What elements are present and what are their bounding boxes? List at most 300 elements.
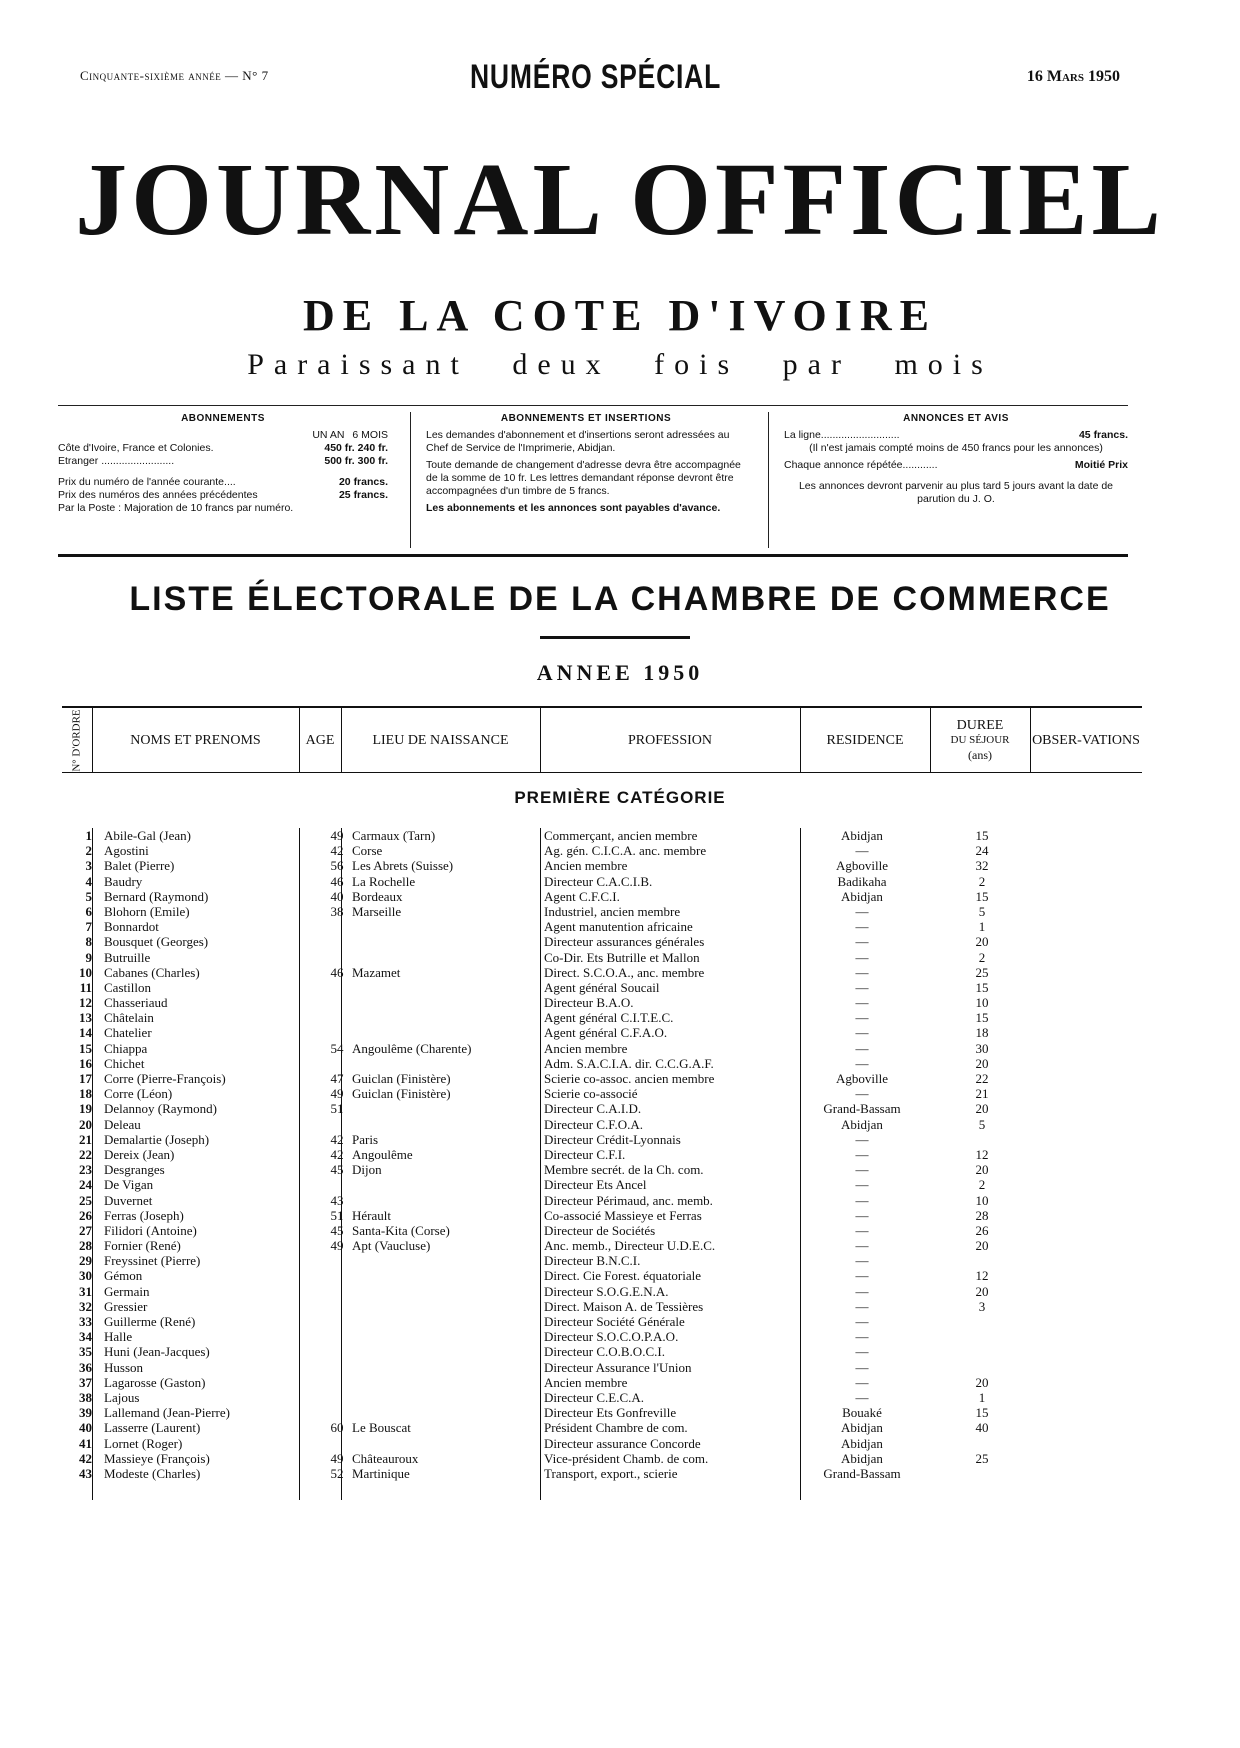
cell-n: 16: [79, 1055, 92, 1071]
cell-res: —: [855, 1374, 869, 1390]
cell-n: 35: [79, 1344, 92, 1360]
cell-prof: Vice-président Chamb. de com.: [544, 1450, 709, 1466]
cell-prof: Agent général C.I.T.E.C.: [544, 1010, 674, 1026]
cell-prof: Directeur Crédit-Lyonnais: [544, 1131, 681, 1147]
cell-dur: 20: [975, 1055, 989, 1071]
list-title: LISTE ÉLECTORALE DE LA CHAMBRE DE COMMERCE: [129, 580, 1111, 618]
cell-name: De Vigan: [104, 1177, 154, 1193]
cell-name: Modeste (Charles): [104, 1465, 201, 1481]
table-row: [62, 950, 1142, 965]
cell-dur: 20: [975, 1162, 989, 1178]
cell-res: —: [855, 1283, 869, 1299]
cell-n: 5: [85, 888, 92, 904]
top-line: [80, 58, 1120, 98]
cell-dur: 18: [975, 1025, 989, 1041]
cell-name: Corre (Léon): [104, 1086, 173, 1102]
cell-name: Deleau: [104, 1116, 141, 1132]
cell-prof: Directeur B.A.O.: [544, 995, 634, 1011]
repete-value: Moitié Prix: [1074, 459, 1128, 471]
cell-n: 18: [79, 1086, 92, 1102]
cell-n: 3: [85, 858, 92, 874]
cell-n: 39: [79, 1405, 92, 1421]
cell-age: 49: [330, 1450, 344, 1466]
cell-dur: 22: [975, 1071, 989, 1086]
table-header: [62, 706, 1142, 773]
cell-res: Agboville: [836, 858, 888, 874]
cell-prof: Ag. gén. C.I.C.A. anc. membre: [544, 843, 707, 859]
insertions-text-3: Les abonnements et les annonces sont payables d'avance.: [426, 502, 721, 514]
table-row: [62, 1193, 1142, 1208]
cell-res: —: [855, 1146, 869, 1162]
cell-dur: 12: [975, 1146, 989, 1162]
cell-name: Bonnardot: [104, 919, 159, 935]
cell-name: Lajous: [104, 1389, 140, 1405]
cell-prof: Ancien membre: [544, 1040, 628, 1056]
table-row: [62, 1299, 1142, 1314]
annonces-column: [784, 412, 1128, 548]
insertions-column: [426, 412, 746, 548]
table-row: [62, 1375, 1142, 1390]
cell-prof: Transport, export., scierie: [544, 1465, 678, 1481]
tarif-mois: 240 fr.: [357, 442, 388, 454]
cell-name: Huni (Jean-Jacques): [104, 1344, 210, 1360]
cell-name: Blohorn (Emile): [104, 903, 190, 919]
cell-dur: 3: [978, 1298, 986, 1314]
cell-name: Gressier: [104, 1298, 148, 1314]
cell-res: —: [855, 1207, 869, 1223]
cell-res: —: [855, 964, 869, 980]
annonces-note: (Il n'est jamais compté moins de 450 francs pour les annonces): [809, 442, 1103, 454]
cell-res: —: [855, 1253, 869, 1269]
table-row: [62, 1451, 1142, 1466]
cell-n: 34: [79, 1329, 92, 1345]
cell-prof: Direct. Maison A. de Tessières: [544, 1298, 704, 1314]
cell-dur: 30: [975, 1040, 989, 1056]
cell-name: Freyssinet (Pierre): [104, 1253, 201, 1269]
table-row: [62, 934, 1142, 949]
cell-name: Fornier (René): [104, 1238, 181, 1254]
cell-name: Halle: [104, 1329, 133, 1345]
cell-prof: Directeur C.A.C.I.B.: [544, 873, 653, 889]
cell-name: Massieye (François): [104, 1450, 210, 1466]
edition-number: Cinquante-sixième année — N° 7: [80, 68, 269, 83]
cell-n: 43: [79, 1465, 92, 1481]
table-row: [62, 1329, 1142, 1344]
tarif-an: 450 fr.: [324, 442, 355, 454]
table-row: [62, 1147, 1142, 1162]
cell-prof: Agent C.F.C.I.: [544, 888, 620, 904]
cell-res: —: [855, 903, 869, 919]
cell-n: 32: [79, 1298, 92, 1314]
cell-dur: 5: [978, 903, 986, 919]
cell-res: Grand-Bassam: [823, 1465, 901, 1481]
cell-res: —: [855, 995, 869, 1011]
journal-title: JOURNAL OFFICIEL: [75, 142, 1165, 257]
cell-prof: Scierie co-associé: [544, 1086, 638, 1102]
un-an-header: UN AN: [312, 429, 345, 441]
cell-name: Husson: [104, 1359, 144, 1375]
cell-lieu: Châteauroux: [352, 1450, 419, 1466]
cell-res: —: [855, 1314, 869, 1329]
cell-name: Lagarosse (Gaston): [104, 1374, 206, 1390]
cell-name: Filidori (Antoine): [104, 1222, 197, 1238]
cell-res: —: [855, 934, 869, 950]
cell-lieu: Carmaux (Tarn): [352, 828, 436, 843]
cell-dur: 15: [975, 1405, 989, 1421]
column-header-observations: OBSER-VATIONS: [1032, 732, 1140, 748]
cell-dur: 1: [978, 1389, 986, 1405]
cell-dur: 10: [975, 1192, 989, 1208]
cell-res: Abidjan: [841, 828, 883, 843]
cell-dur: 25: [975, 1450, 989, 1466]
table-row: [62, 1466, 1142, 1481]
cell-dur: 26: [975, 1222, 989, 1238]
cell-age: 42: [330, 1146, 344, 1162]
cell-n: 19: [79, 1101, 92, 1117]
cell-prof: Directeur C.F.I.: [544, 1146, 626, 1162]
cell-age: 42: [330, 843, 344, 859]
table-row: [62, 1117, 1142, 1132]
table-row: [62, 828, 1142, 843]
prix-anciens-label: Prix des numéros des années précédentes: [58, 489, 258, 501]
prix-numero-label: Prix du numéro de l'année courante....: [58, 476, 236, 488]
table-row: [62, 995, 1142, 1010]
cell-n: 38: [79, 1389, 92, 1405]
cell-res: —: [855, 1298, 869, 1314]
cell-n: 9: [85, 949, 92, 965]
cell-name: Demalartie (Joseph): [104, 1131, 210, 1147]
cell-prof: Directeur B.N.C.I.: [544, 1253, 641, 1269]
cell-prof: Direct. Cie Forest. équatoriale: [544, 1268, 702, 1284]
annonces-heading: ANNONCES ET AVIS: [903, 413, 1009, 424]
cell-age: 51: [330, 1101, 344, 1117]
repete-label: Chaque annonce répétée............: [784, 459, 938, 471]
cell-name: Bernard (Raymond): [104, 888, 209, 904]
tarif-label: Etranger .........................: [58, 455, 175, 467]
cell-n: 30: [79, 1268, 92, 1284]
cell-n: 26: [79, 1207, 92, 1223]
cell-name: Chichet: [104, 1055, 145, 1071]
cell-dur: 28: [975, 1207, 989, 1223]
cell-prof: Ancien membre: [544, 1374, 628, 1390]
cell-dur: 20: [975, 1283, 989, 1299]
cell-lieu: Les Abrets (Suisse): [352, 858, 454, 874]
cell-age: 49: [330, 1238, 344, 1254]
table-row: [62, 874, 1142, 889]
cell-res: —: [855, 1192, 869, 1208]
table-row: [62, 889, 1142, 904]
cell-dur: 20: [975, 1374, 989, 1390]
abonnements-heading: ABONNEMENTS: [181, 413, 265, 424]
cell-prof: Directeur C.O.B.O.C.I.: [544, 1344, 665, 1360]
cell-prof: Scierie co-assoc. ancien membre: [544, 1071, 715, 1086]
cell-lieu: La Rochelle: [352, 873, 416, 889]
cell-prof: Industriel, ancien membre: [544, 903, 681, 919]
tarif-label: Côte d'Ivoire, France et Colonies.: [58, 442, 214, 454]
cell-dur: 2: [978, 949, 986, 965]
cell-prof: Directeur Ets Ancel: [544, 1177, 647, 1193]
tarif-an: 500 fr.: [324, 455, 355, 467]
cell-res: Abidjan: [841, 1435, 883, 1451]
cell-prof: Commerçant, ancien membre: [544, 828, 698, 843]
cell-age: 43: [330, 1192, 344, 1208]
cell-res: —: [855, 1055, 869, 1071]
cell-age: 45: [330, 1162, 344, 1178]
table-row: [62, 904, 1142, 919]
electoral-list: [62, 828, 1142, 1481]
column-divider: [410, 412, 411, 548]
cell-lieu: Guiclan (Finistère): [352, 1071, 451, 1086]
cell-dur: 15: [975, 979, 989, 995]
cell-prof: Co-associé Massieye et Ferras: [544, 1207, 702, 1223]
cell-age: 42: [330, 1131, 344, 1147]
cell-name: Lallemand (Jean-Pierre): [104, 1405, 230, 1421]
cell-res: Badikaha: [837, 873, 887, 889]
cell-age: 46: [330, 873, 344, 889]
cell-lieu: Angoulême: [352, 1146, 413, 1162]
cell-prof: Directeur assurance Concorde: [544, 1435, 701, 1451]
cell-age: 46: [330, 964, 344, 980]
cell-prof: Directeur Périmaud, anc. memb.: [544, 1192, 713, 1208]
cell-n: 29: [79, 1253, 92, 1269]
category-heading: PREMIÈRE CATÉGORIE: [514, 788, 726, 807]
cell-age: 40: [330, 888, 344, 904]
table-row: [62, 1238, 1142, 1253]
cell-res: —: [855, 1344, 869, 1360]
column-header-profession: PROFESSION: [627, 732, 713, 748]
six-mois-header: 6 MOIS: [352, 429, 388, 441]
cell-n: 14: [79, 1025, 92, 1041]
cell-dur: 12: [975, 1268, 989, 1284]
cell-res: Abidjan: [841, 888, 883, 904]
cell-prof: Anc. memb., Directeur U.D.E.C.: [544, 1238, 716, 1254]
cell-n: 2: [85, 843, 92, 859]
cell-n: 13: [79, 1010, 92, 1026]
table-row: [62, 843, 1142, 858]
prix-anciens-value: 25 francs.: [338, 489, 388, 501]
table-row: [62, 1405, 1142, 1420]
table-row: [62, 1041, 1142, 1056]
duree-sub-label: DU SÉJOUR: [950, 733, 1010, 746]
cell-dur: 24: [975, 843, 989, 859]
cell-res: —: [855, 919, 869, 935]
cell-res: —: [855, 843, 869, 859]
cell-n: 22: [79, 1146, 92, 1162]
cell-prof: Direct. S.C.O.A., anc. membre: [544, 964, 705, 980]
cell-prof: Directeur C.A.I.D.: [544, 1101, 642, 1117]
special-issue-label: NUMÉRO SPÉCIAL: [470, 58, 722, 96]
cell-n: 10: [79, 964, 92, 980]
cell-lieu: Hérault: [352, 1207, 391, 1223]
cell-res: —: [855, 1389, 869, 1405]
cell-age: 51: [330, 1207, 344, 1223]
cell-n: 17: [79, 1071, 92, 1086]
title-underline: [540, 636, 690, 639]
publication-frequency: Paraissant deux fois par mois: [247, 348, 993, 381]
cell-prof: Directeur Ets Gonfreville: [544, 1405, 677, 1421]
cell-name: Lasserre (Laurent): [104, 1420, 201, 1436]
table-row: [62, 1360, 1142, 1375]
cell-age: 49: [330, 1086, 344, 1102]
cell-res: Abidjan: [841, 1116, 883, 1132]
cell-prof: Agent manutention africaine: [544, 919, 693, 935]
cell-n: 8: [85, 934, 92, 950]
cell-lieu: Marseille: [352, 903, 402, 919]
column-header-age: AGE: [305, 732, 335, 748]
cell-dur: 10: [975, 995, 989, 1011]
cell-dur: 15: [975, 888, 989, 904]
cell-name: Butruille: [104, 949, 151, 965]
cell-dur: 21: [975, 1086, 989, 1102]
cell-dur: 15: [975, 828, 989, 843]
cell-res: —: [855, 1086, 869, 1102]
cell-prof: Directeur assurances générales: [544, 934, 705, 950]
cell-prof: Ancien membre: [544, 858, 628, 874]
table-row: [62, 980, 1142, 995]
cell-prof: Agent général Soucail: [544, 979, 660, 995]
journal-subtitle: DE LA COTE D'IVOIRE: [302, 291, 937, 340]
column-header-residence: RESIDENCE: [826, 732, 904, 748]
cell-res: —: [855, 1131, 869, 1147]
table-row: [62, 1071, 1142, 1086]
column-header-ordre: N° D'ORDRE: [70, 708, 83, 772]
cell-n: 31: [79, 1283, 92, 1299]
list-year: ANNEE 1950: [536, 660, 704, 685]
column-header-noms: NOMS ET PRENOMS: [130, 732, 261, 748]
cell-lieu: Santa-Kita (Corse): [352, 1222, 450, 1238]
cell-lieu: Angoulême (Charente): [352, 1040, 472, 1056]
table-row: [62, 1223, 1142, 1238]
table-row: [62, 965, 1142, 980]
table-row: [62, 1436, 1142, 1451]
cell-res: —: [855, 1238, 869, 1254]
cell-n: 21: [79, 1131, 92, 1147]
duree-label: DUREE: [956, 717, 1004, 733]
cell-n: 11: [79, 979, 92, 995]
cell-lieu: Apt (Vaucluse): [352, 1238, 431, 1254]
table-row: [62, 1177, 1142, 1192]
cell-name: Châtelain: [104, 1010, 154, 1026]
cell-res: —: [855, 1268, 869, 1284]
cell-name: Chasseriaud: [104, 995, 168, 1011]
cell-name: Castillon: [104, 979, 151, 995]
cell-dur: 20: [975, 1101, 989, 1117]
cell-dur: 25: [975, 964, 989, 980]
cell-prof: Directeur de Sociétés: [544, 1222, 656, 1238]
cell-name: Bousquet (Georges): [104, 934, 209, 950]
cell-age: 38: [330, 903, 344, 919]
cell-lieu: Guiclan (Finistère): [352, 1086, 451, 1102]
cell-name: Cabanes (Charles): [104, 964, 200, 980]
cell-res: —: [855, 979, 869, 995]
cell-n: 37: [79, 1374, 92, 1390]
cell-name: Chatelier: [104, 1025, 152, 1041]
cell-dur: 40: [975, 1420, 989, 1436]
cell-dur: 5: [978, 1116, 986, 1132]
cell-name: Balet (Pierre): [104, 858, 175, 874]
cell-lieu: Paris: [352, 1131, 378, 1147]
cell-dur: 20: [975, 934, 989, 950]
cell-res: —: [855, 1177, 869, 1193]
cell-age: 54: [330, 1040, 344, 1056]
cell-n: 15: [79, 1040, 92, 1056]
cell-age: 49: [330, 828, 344, 843]
cell-res: —: [855, 1222, 869, 1238]
cell-prof: Directeur S.O.G.E.N.A.: [544, 1283, 669, 1299]
cell-res: —: [855, 1040, 869, 1056]
cell-res: —: [855, 1010, 869, 1026]
cell-n: 33: [79, 1314, 92, 1329]
table-row: [62, 1253, 1142, 1268]
cell-res: —: [855, 949, 869, 965]
table-row: [62, 1132, 1142, 1147]
cell-age: 60: [330, 1420, 344, 1436]
cell-n: 6: [85, 903, 92, 919]
table-row: [62, 1420, 1142, 1435]
cell-prof: Président Chambre de com.: [544, 1420, 688, 1436]
cell-prof: Directeur S.O.C.O.P.A.O.: [544, 1329, 679, 1345]
cell-prof: Directeur C.E.C.A.: [544, 1389, 645, 1405]
cell-res: Abidjan: [841, 1420, 883, 1436]
ligne-label: La ligne...........................: [784, 429, 900, 441]
cell-dur: 2: [978, 1177, 986, 1193]
cell-prof: Agent général C.F.A.O.: [544, 1025, 668, 1041]
cell-n: 1: [85, 828, 92, 843]
table-row: [62, 1284, 1142, 1299]
cell-res: Bouaké: [842, 1405, 882, 1421]
table-row: [62, 1086, 1142, 1101]
cell-res: —: [855, 1359, 869, 1375]
cell-n: 42: [79, 1450, 92, 1466]
cell-prof: Adm. S.A.C.I.A. dir. C.C.G.A.F.: [544, 1055, 714, 1071]
annonces-delai: Les annonces devront parvenir au plus tard 5 jours avant la date de parution du J. O.: [798, 480, 1114, 505]
prix-numero-value: 20 francs.: [338, 476, 388, 488]
cell-n: 12: [79, 995, 92, 1011]
tarif-mois: 300 fr.: [357, 455, 388, 467]
table-row: [62, 1344, 1142, 1359]
cell-lieu: Corse: [352, 843, 383, 859]
cell-n: 36: [79, 1359, 92, 1375]
cell-dur: 15: [975, 1010, 989, 1026]
table-row: [62, 1208, 1142, 1223]
cell-name: Corre (Pierre-François): [104, 1071, 226, 1086]
subscription-info-box: [58, 405, 1128, 557]
cell-res: —: [855, 1162, 869, 1178]
cell-n: 23: [79, 1162, 92, 1178]
table-row: [62, 1314, 1142, 1329]
table-row: [62, 1025, 1142, 1040]
cell-name: Guillerme (René): [104, 1314, 196, 1329]
cell-n: 20: [79, 1116, 92, 1132]
cell-name: Lornet (Roger): [104, 1435, 183, 1451]
cell-name: Desgranges: [104, 1162, 165, 1178]
table-row: [62, 1390, 1142, 1405]
cell-prof: Directeur Société Générale: [544, 1314, 685, 1329]
poste-note: Par la Poste : Majoration de 10 francs par numéro.: [58, 502, 294, 514]
cell-lieu: Bordeaux: [352, 888, 403, 904]
cell-name: Agostini: [104, 843, 149, 859]
cell-n: 24: [79, 1177, 92, 1193]
column-header-lieu: LIEU DE NAISSANCE: [372, 732, 509, 748]
column-header-duree: [930, 708, 1030, 772]
cell-lieu: Martinique: [352, 1465, 410, 1481]
cell-age: 56: [330, 858, 344, 874]
table-row: [62, 1162, 1142, 1177]
cell-n: 28: [79, 1238, 92, 1254]
cell-lieu: Dijon: [352, 1162, 382, 1178]
cell-name: Delannoy (Raymond): [104, 1101, 218, 1117]
table-row: [62, 858, 1142, 873]
